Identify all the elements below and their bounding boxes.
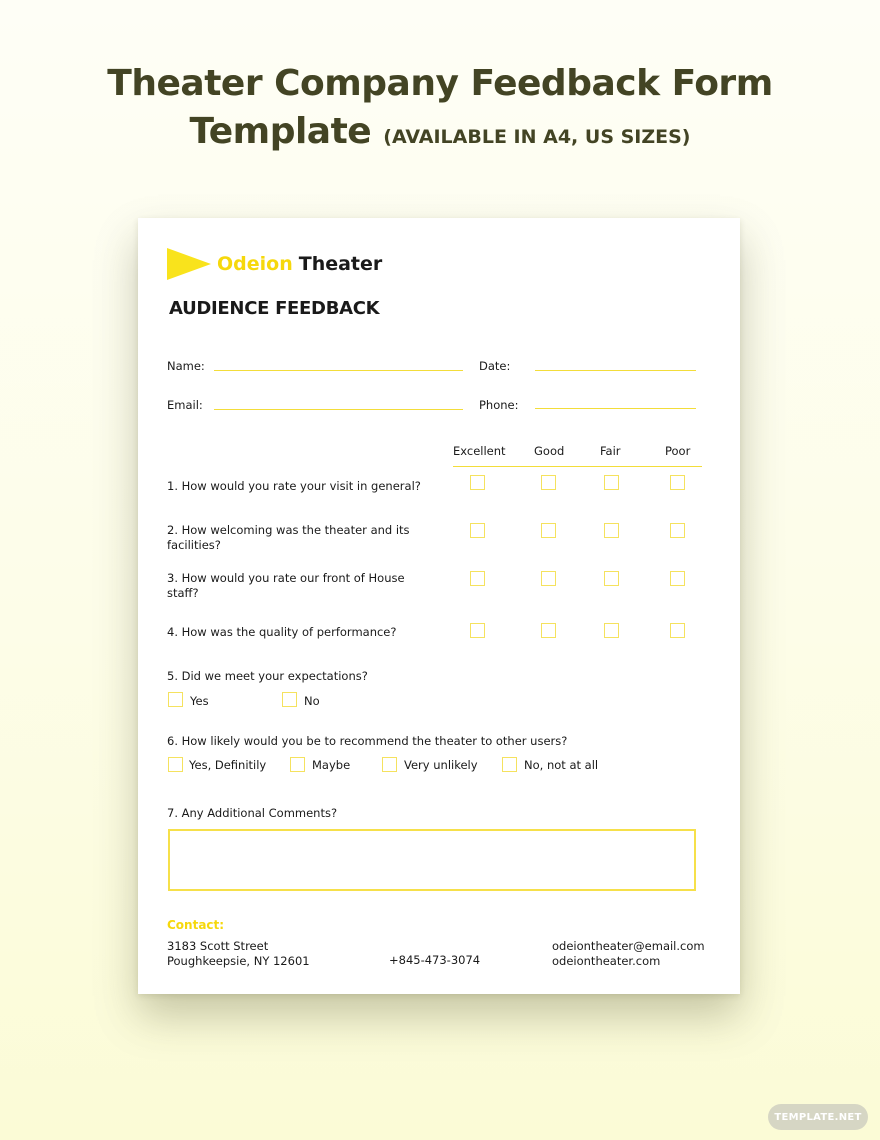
watermark-badge: TEMPLATE.NET: [768, 1104, 868, 1130]
date-label: Date:: [479, 359, 511, 373]
banner-title-template: Template: [189, 111, 372, 152]
q3-poor-checkbox[interactable]: [670, 571, 685, 586]
q4-excellent-checkbox[interactable]: [470, 623, 485, 638]
q2-good-checkbox[interactable]: [541, 523, 556, 538]
contact-address-line1: 3183 Scott Street: [167, 939, 269, 953]
banner-title-line2: [0, 108, 880, 161]
q5-no-checkbox[interactable]: [282, 692, 297, 707]
form-title: AUDIENCE FEEDBACK: [169, 298, 380, 319]
q1-excellent-checkbox[interactable]: [470, 475, 485, 490]
comments-textarea[interactable]: [168, 829, 696, 891]
logo-triangle-icon: [167, 248, 211, 280]
q6-no-not-at-all-label: No, not at all: [524, 758, 599, 772]
q4-fair-checkbox[interactable]: [604, 623, 619, 638]
question-1: 1. How would you rate your visit in general?: [167, 479, 421, 493]
q4-good-checkbox[interactable]: [541, 623, 556, 638]
q6-maybe-label: Maybe: [312, 758, 351, 772]
rating-header-fair: Fair: [600, 444, 621, 458]
logo: [167, 248, 382, 280]
date-field[interactable]: [535, 370, 696, 371]
rating-header-good: Good: [534, 444, 565, 458]
q5-yes-checkbox[interactable]: [168, 692, 183, 707]
q6-yes-definitily-checkbox[interactable]: [168, 757, 183, 772]
question-4: 4. How was the quality of performance?: [167, 625, 397, 639]
name-label: Name:: [167, 359, 205, 373]
contact-email: odeiontheater@email.com: [552, 939, 705, 953]
banner-subtitle: (AVAILABLE IN A4, US SIZES): [383, 126, 691, 148]
contact-label: Contact:: [167, 918, 225, 932]
question-7: 7. Any Additional Comments?: [167, 806, 338, 820]
email-label: Email:: [167, 398, 203, 412]
question-3: 3. How would you rate our front of House staff?: [167, 571, 405, 600]
contact-website: odeiontheater.com: [552, 954, 661, 968]
rating-header-poor: Poor: [665, 444, 691, 458]
q1-fair-checkbox[interactable]: [604, 475, 619, 490]
q2-poor-checkbox[interactable]: [670, 523, 685, 538]
banner-title-line1: Theater Company Feedback Form: [107, 63, 773, 104]
q3-excellent-checkbox[interactable]: [470, 571, 485, 586]
q6-maybe-checkbox[interactable]: [290, 757, 305, 772]
contact-phone: +845-473-3074: [389, 953, 481, 967]
q1-good-checkbox[interactable]: [541, 475, 556, 490]
logo-name-main: Theater: [298, 253, 383, 275]
logo-text: [217, 253, 382, 275]
q1-poor-checkbox[interactable]: [670, 475, 685, 490]
rating-header-divider: [453, 466, 702, 467]
contact-address-line2: Poughkeepsie, NY 12601: [167, 954, 310, 968]
rating-header-excellent: Excellent: [453, 444, 506, 458]
feedback-form-sheet: [138, 218, 740, 994]
question-5: 5. Did we meet your expectations?: [167, 669, 368, 683]
q2-fair-checkbox[interactable]: [604, 523, 619, 538]
q6-no-not-at-all-checkbox[interactable]: [502, 757, 517, 772]
q4-poor-checkbox[interactable]: [670, 623, 685, 638]
name-field[interactable]: [214, 370, 463, 371]
q6-yes-definitily-label: Yes, Definitily: [189, 758, 267, 772]
page-banner: [0, 60, 880, 161]
question-6: 6. How likely would you be to recommend the theater to other users?: [167, 734, 568, 748]
q6-very-unlikely-checkbox[interactable]: [382, 757, 397, 772]
question-2: 2. How welcoming was the theater and its facilities?: [167, 523, 410, 552]
email-field[interactable]: [214, 409, 463, 410]
q5-no-label: No: [304, 694, 320, 708]
phone-field[interactable]: [535, 408, 696, 409]
phone-label: Phone:: [479, 398, 519, 412]
q6-very-unlikely-label: Very unlikely: [404, 758, 478, 772]
q3-fair-checkbox[interactable]: [604, 571, 619, 586]
q5-yes-label: Yes: [190, 694, 209, 708]
q3-good-checkbox[interactable]: [541, 571, 556, 586]
logo-name-accent: Odeion: [217, 253, 293, 275]
q2-excellent-checkbox[interactable]: [470, 523, 485, 538]
